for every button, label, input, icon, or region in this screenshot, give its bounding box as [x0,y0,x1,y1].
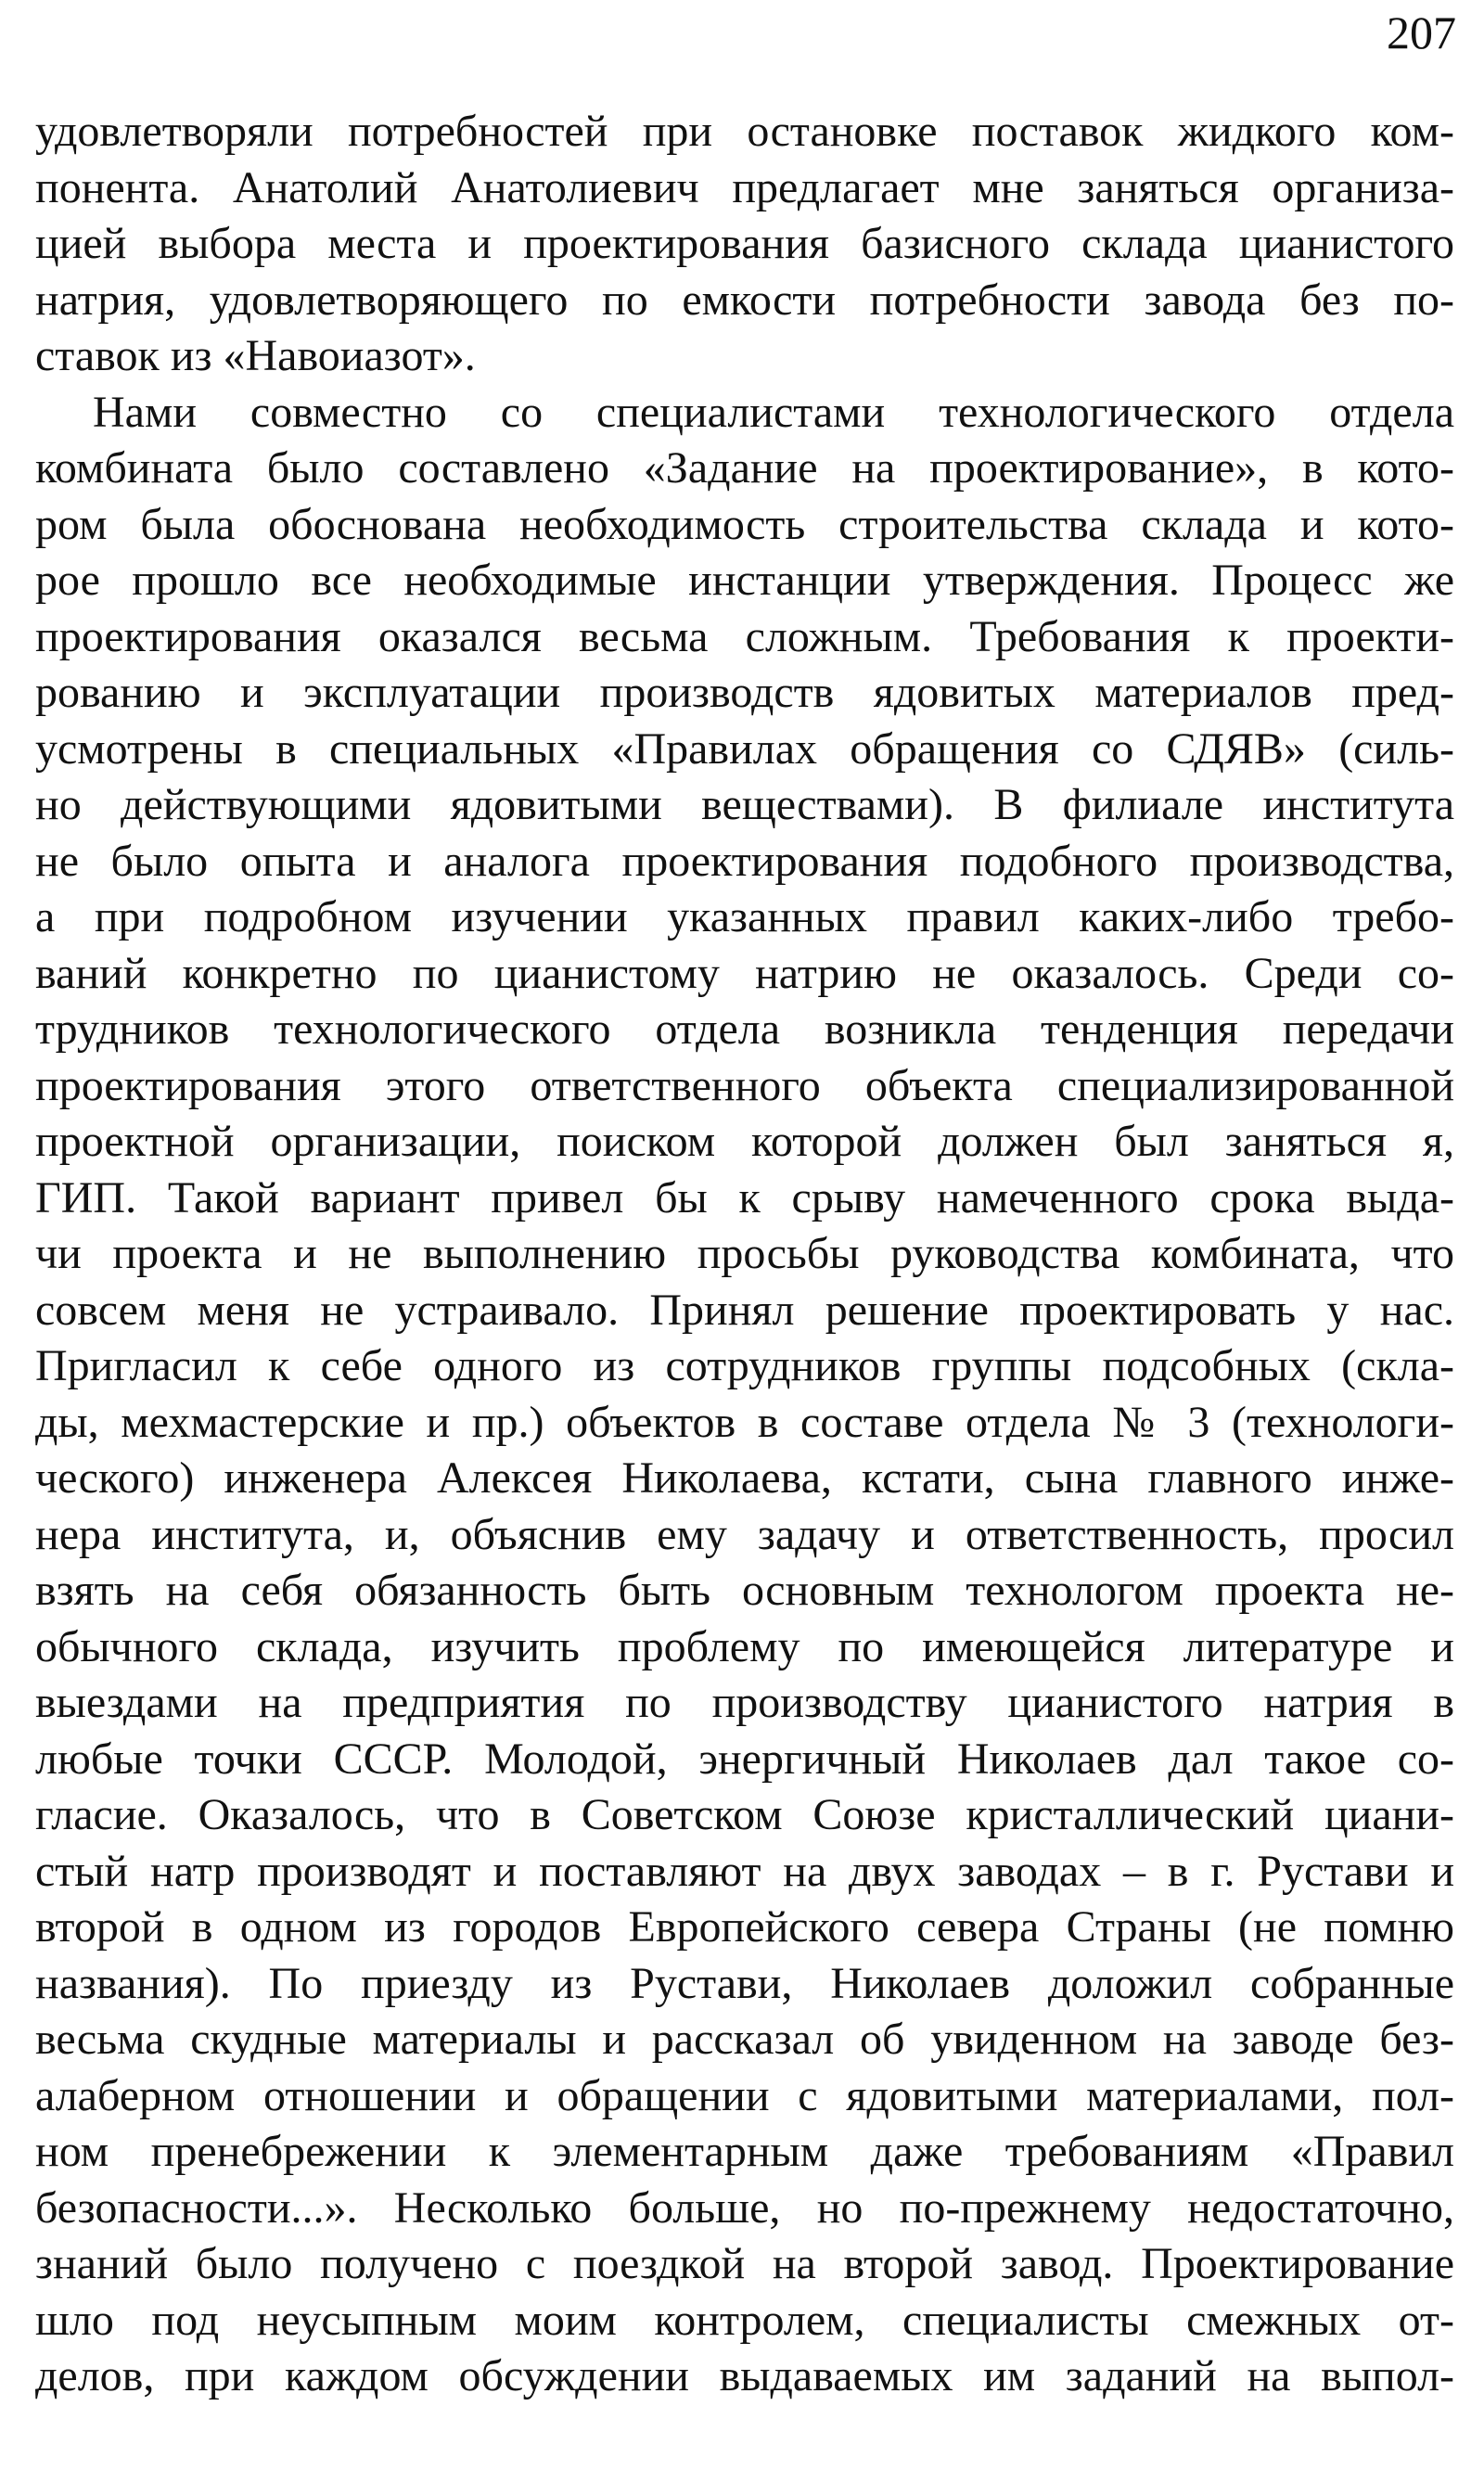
text-line: понента. Анатолий Анатолиевич предлагает мне заняться организа- [35,162,1454,212]
text-line: выездами на предприятия по производству цианистого натрия в [35,1678,1454,1727]
paragraph-1 [35,104,1454,385]
text-line: любые точки СССР. Молодой, энергичный Николаев дал такое со- [35,1734,1454,1784]
text-line: проектирования оказался весьма сложным. Требования к проекти- [35,611,1454,661]
text-line: а при подробном изучении указанных правил каких-либо требо- [35,892,1454,941]
text-line: проектной организации, поиском которой должен был заняться я, [35,1117,1454,1166]
text-line: второй в одном из городов Европейского севера Страны (не помню [35,1902,1454,1952]
text-line: но действующими ядовитыми веществами). В филиале института [35,780,1454,829]
text-line: безопасности...». Несколько больше, но по-прежнему недостаточно, [35,2182,1454,2233]
text-line: натрия, удовлетворяющего по емкости потребности завода без по- [35,275,1454,325]
text-line: чи проекта и не выполнению просьбы руководства комбината, что [35,1229,1454,1278]
text-line: проектирования этого ответственного объекта специализированной [35,1060,1454,1110]
text-line: совсем меня не устраивало. Принял решение проектировать у нас. [35,1285,1454,1335]
text-line: алаберном отношении и обращении с ядовитыми материалами, пол- [35,2070,1454,2120]
text-line: ром была обоснована необходимость строительства склада и кото- [35,499,1454,549]
text-line: Пригласил к себе одного из сотрудников группы подсобных (скла- [35,1341,1454,1390]
text-line: не было опыта и аналога проектирования подобного производства, [35,836,1454,886]
text-line: взять на себя обязанность быть основным технологом проекта не- [35,1566,1454,1615]
text-line: названия). По приезду из Рустави, Николаев доложил собранные [35,1958,1454,2008]
text-line: знаний было получено с поездкой на второй завод. Проектирование [35,2239,1454,2288]
text-line: шло под неусыпным моим контролем, специалисты смежных от- [35,2295,1454,2345]
text-line: ваний конкретно по цианистому натрию не оказалось. Среди со- [35,948,1454,998]
text-line: рое прошло все необходимые инстанции утверждения. Процесс же [35,556,1454,605]
text-line: стый натр производят и поставляют на двух заводах – в г. Рустави и [35,1846,1454,1896]
text-line: обычного склада, изучить проблему по имеющейся литературе и [35,1621,1454,1671]
text-line: ставок из «Навоиазот». [35,331,476,380]
text-line: рованию и эксплуатации производств ядовитых материалов пред- [35,668,1454,717]
text-line: комбината было составлено «Задание на проектирование», в кото- [35,443,1454,493]
text-line: ческого) инженера Алексея Николаева, кстати, сына главного инже- [35,1453,1454,1503]
text-line: трудников технологического отдела возникла тенденция передачи [35,1005,1454,1054]
text-line: Нами совместно со специалистами технологического отдела [93,387,1454,437]
text-line: ды, мехмастерские и пр.) объектов в составе отдела № 3 (технологи- [35,1397,1454,1447]
text-line: цией выбора места и проектирования базисного склада цианистого [35,219,1454,268]
body-text [35,104,1454,2405]
text-line: удовлетворяли потребностей при остановке поставок жидкого ком- [35,107,1454,156]
text-line: ном пренебрежении к элементарным даже требованиям «Правил [35,2127,1454,2176]
paragraph-2 [35,385,1454,2405]
text-line: нера института, и, объяснив ему задачу и ответственность, просил [35,1509,1454,1559]
page-number: 207 [1387,6,1456,58]
text-line: усмотрены в специальных «Правилах обращения со СДЯВ» (силь- [35,723,1454,774]
text-line: гласие. Оказалось, что в Советском Союзе кристаллический циани- [35,1790,1454,1839]
text-line: весьма скудные материалы и рассказал об увиденном на заводе без- [35,2015,1454,2064]
text-line: делов, при каждом обсуждении выдаваемых им заданий на выпол- [35,2351,1454,2400]
text-line: ГИП. Такой вариант привел бы к срыву намеченного срока выда- [35,1172,1454,1222]
